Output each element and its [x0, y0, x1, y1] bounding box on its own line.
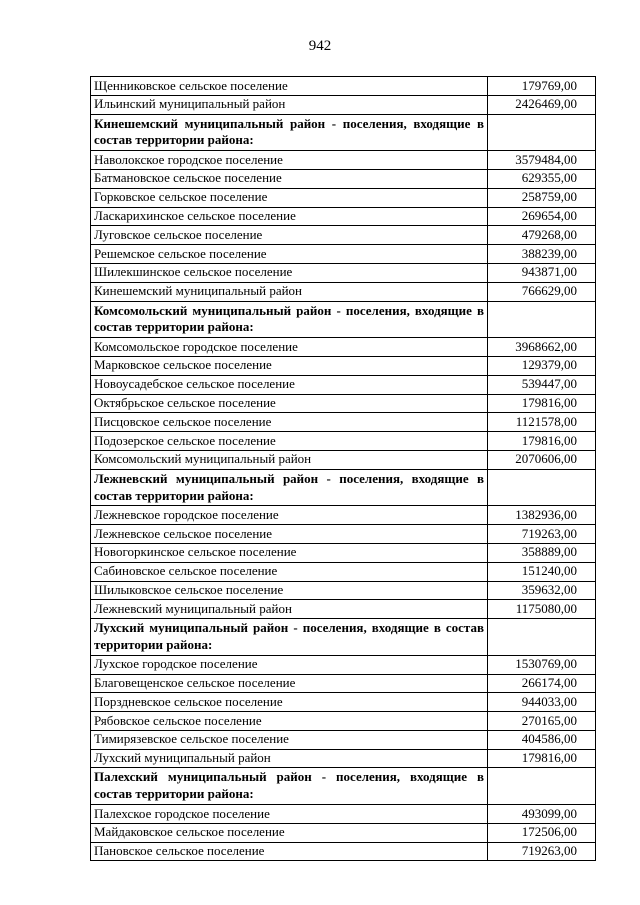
settlement-name-cell: Горковское сельское поселение	[91, 188, 488, 207]
settlement-name-cell: Щенниковское сельское поселение	[91, 77, 488, 96]
amount-cell: 179769,00	[488, 77, 596, 96]
settlement-name-cell: Лежневское городское поселение	[91, 506, 488, 525]
district-header-row	[91, 469, 596, 506]
amount-cell: 172506,00	[488, 823, 596, 842]
amount-cell: 493099,00	[488, 805, 596, 824]
settlement-name-cell: Новогоркинское сельское поселение	[91, 543, 488, 562]
settlement-name-cell: Палехское городское поселение	[91, 805, 488, 824]
settlement-name-cell: Рябовское сельское поселение	[91, 712, 488, 731]
settlement-name-cell: Шилыковское сельское поселение	[91, 581, 488, 600]
page-number: 942	[308, 38, 332, 54]
amount-cell: 719263,00	[488, 525, 596, 544]
settlement-name-cell: Ильинский муниципальный район	[91, 95, 488, 114]
amount-cell: 266174,00	[488, 674, 596, 693]
settlement-name-cell: Наволокское городское поселение	[91, 151, 488, 170]
table-row	[91, 581, 596, 600]
settlement-name-cell: Комсомольское городское поселение	[91, 338, 488, 357]
table-row	[91, 282, 596, 301]
amount-cell: 179816,00	[488, 394, 596, 413]
amount-cell	[488, 619, 596, 656]
amount-cell: 1175080,00	[488, 600, 596, 619]
table-row	[91, 338, 596, 357]
table-row	[91, 600, 596, 619]
amount-cell: 943871,00	[488, 263, 596, 282]
district-header-row	[91, 114, 596, 151]
table-row	[91, 207, 596, 226]
amount-cell: 766629,00	[488, 282, 596, 301]
settlement-name-cell: Лухский муниципальный район	[91, 749, 488, 768]
settlement-name-cell: Подозерское сельское поселение	[91, 432, 488, 451]
settlement-name-cell: Батмановское сельское поселение	[91, 169, 488, 188]
table-row	[91, 693, 596, 712]
amount-cell	[488, 768, 596, 805]
settlement-name-cell: Комсомольский муниципальный район	[91, 450, 488, 469]
settlement-name-cell: Лежневский муниципальный район	[91, 600, 488, 619]
settlement-name-cell: Марковское сельское поселение	[91, 356, 488, 375]
amount-cell: 258759,00	[488, 188, 596, 207]
amount-cell	[488, 114, 596, 151]
table-row	[91, 506, 596, 525]
district-header-cell: Лежневский муниципальный район - поселения, входящие в состав территории района:	[91, 469, 488, 506]
district-header-row	[91, 768, 596, 805]
table-row	[91, 842, 596, 861]
budget-table	[90, 76, 596, 861]
amount-cell: 3968662,00	[488, 338, 596, 357]
settlement-name-cell: Благовещенское сельское поселение	[91, 674, 488, 693]
table-row	[91, 226, 596, 245]
amount-cell: 944033,00	[488, 693, 596, 712]
table-row	[91, 413, 596, 432]
table-row	[91, 655, 596, 674]
amount-cell: 358889,00	[488, 543, 596, 562]
settlement-name-cell: Писцовское сельское поселение	[91, 413, 488, 432]
amount-cell: 129379,00	[488, 356, 596, 375]
amount-cell: 539447,00	[488, 375, 596, 394]
settlement-name-cell: Лухское городское поселение	[91, 655, 488, 674]
amount-cell: 3579484,00	[488, 151, 596, 170]
table-row	[91, 263, 596, 282]
amount-cell: 1121578,00	[488, 413, 596, 432]
settlement-name-cell: Майдаковское сельское поселение	[91, 823, 488, 842]
settlement-name-cell: Кинешемский муниципальный район	[91, 282, 488, 301]
amount-cell	[488, 469, 596, 506]
district-header-row	[91, 619, 596, 656]
amount-cell: 2070606,00	[488, 450, 596, 469]
table-row	[91, 151, 596, 170]
amount-cell: 270165,00	[488, 712, 596, 731]
table-row	[91, 730, 596, 749]
table-body	[91, 77, 596, 861]
settlement-name-cell: Октябрьское сельское поселение	[91, 394, 488, 413]
amount-cell: 719263,00	[488, 842, 596, 861]
settlement-name-cell: Ласкарихинское сельское поселение	[91, 207, 488, 226]
table-row	[91, 95, 596, 114]
table-row	[91, 450, 596, 469]
settlement-name-cell: Сабиновское сельское поселение	[91, 562, 488, 581]
amount-cell: 479268,00	[488, 226, 596, 245]
district-header-row	[91, 301, 596, 338]
amount-cell: 1382936,00	[488, 506, 596, 525]
settlement-name-cell: Новоусадебское сельское поселение	[91, 375, 488, 394]
district-header-cell: Комсомольский муниципальный район - поселения, входящие в состав территории района:	[91, 301, 488, 338]
amount-cell: 269654,00	[488, 207, 596, 226]
table-row	[91, 805, 596, 824]
table-row	[91, 169, 596, 188]
settlement-name-cell: Решемское сельское поселение	[91, 245, 488, 264]
amount-cell: 179816,00	[488, 432, 596, 451]
amount-cell: 388239,00	[488, 245, 596, 264]
table-row	[91, 525, 596, 544]
amount-cell: 179816,00	[488, 749, 596, 768]
table-row	[91, 749, 596, 768]
settlement-name-cell: Шилекшинское сельское поселение	[91, 263, 488, 282]
table-row	[91, 712, 596, 731]
district-header-cell: Кинешемский муниципальный район - поселения, входящие в состав территории района:	[91, 114, 488, 151]
district-header-cell: Палехский муниципальный район - поселения, входящие в состав территории района:	[91, 768, 488, 805]
table-row	[91, 432, 596, 451]
amount-cell: 404586,00	[488, 730, 596, 749]
settlement-name-cell: Пановское сельское поселение	[91, 842, 488, 861]
table-row	[91, 356, 596, 375]
district-header-cell: Лухский муниципальный район - поселения, входящие в состав территории района:	[91, 619, 488, 656]
table-row	[91, 562, 596, 581]
settlement-name-cell: Порздневское сельское поселение	[91, 693, 488, 712]
amount-cell	[488, 301, 596, 338]
amount-cell: 629355,00	[488, 169, 596, 188]
table-row	[91, 823, 596, 842]
table-row	[91, 188, 596, 207]
table-row	[91, 375, 596, 394]
amount-cell: 1530769,00	[488, 655, 596, 674]
amount-cell: 151240,00	[488, 562, 596, 581]
table-row	[91, 674, 596, 693]
settlement-name-cell: Лежневское сельское поселение	[91, 525, 488, 544]
amount-cell: 2426469,00	[488, 95, 596, 114]
settlement-name-cell: Луговское сельское поселение	[91, 226, 488, 245]
table-row	[91, 394, 596, 413]
amount-cell: 359632,00	[488, 581, 596, 600]
settlement-name-cell: Тимирязевское сельское поселение	[91, 730, 488, 749]
table-row	[91, 245, 596, 264]
table-row	[91, 543, 596, 562]
table-row	[91, 77, 596, 96]
